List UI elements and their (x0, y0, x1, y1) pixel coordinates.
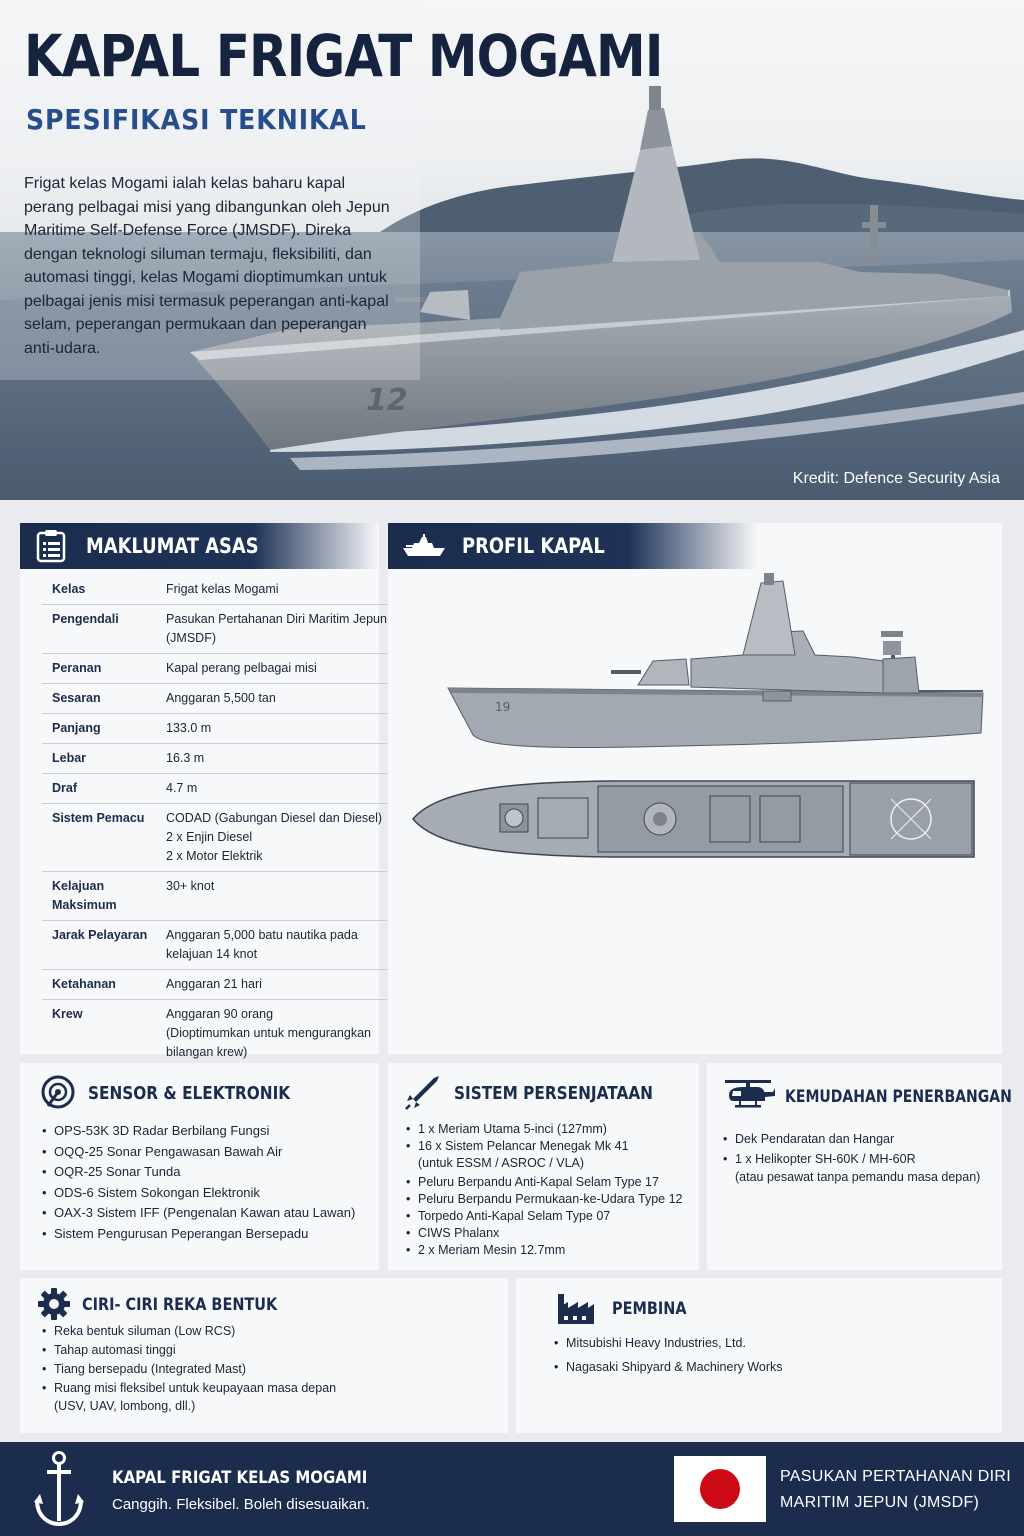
list-item (404, 1208, 694, 1225)
list-item-subtext: (atau pesawat tanpa pemandu masa depan) (735, 1170, 981, 1184)
list-item (404, 1191, 694, 1208)
list-item-text: CIWS Phalanx (418, 1226, 500, 1240)
anchor-icon (34, 1450, 84, 1528)
list-item (40, 1360, 500, 1379)
list-item: • OPS-53K 3D Radar Berbilang Fungsi (40, 1121, 370, 1142)
spec-value: Anggaran 5,000 batu nautika pada kelajuan 14 knot (156, 921, 390, 970)
design-title: CIRI- CIRI REKA BENTUK (82, 1295, 278, 1315)
list-item-text: Peluru Berpandu Anti-Kapal Selam Type 17 (418, 1175, 659, 1189)
hero-banner (0, 0, 1024, 500)
list-item (404, 1138, 694, 1172)
list-item-text: Ruang misi fleksibel untuk keupayaan masa depan (54, 1381, 337, 1395)
list-item (721, 1149, 996, 1186)
spec-value: Pasukan Pertahanan Diri Maritim Jepun (JMSDF) (156, 605, 390, 654)
spec-key: Kelas (42, 575, 156, 605)
japan-flag (674, 1456, 766, 1522)
aviation-list (721, 1129, 996, 1188)
footer-org-line1: PASUKAN PERTAHANAN DIRI (780, 1468, 1011, 1485)
photo-credit: Kredit: Defence Security Asia (792, 470, 1000, 487)
spec-key: Draf (42, 774, 156, 804)
helicopter-icon (721, 1077, 775, 1111)
page-title: KAPAL FRIGAT MOGAMI (24, 22, 663, 90)
spec-value: Anggaran 5,500 tan (156, 684, 390, 714)
list-item-text: Torpedo Anti-Kapal Selam Type 07 (418, 1209, 611, 1223)
footer-title: KAPAL FRIGAT KELAS MOGAMI (112, 1468, 368, 1488)
list-item (404, 1242, 694, 1259)
list-item-subtext: (USV, UAV, lombong, dll.) (54, 1399, 196, 1413)
spec-row (42, 605, 390, 654)
list-item (404, 1225, 694, 1242)
list-item (40, 1322, 500, 1341)
gear-icon (38, 1288, 70, 1320)
list-item: • Nagasaki Shipyard & Machinery Works (552, 1355, 992, 1379)
radar-icon (40, 1074, 76, 1110)
list-item-text: 1 x Helikopter SH-60K / MH-60R (735, 1152, 916, 1166)
ship-side-view (443, 573, 988, 763)
spec-row (42, 744, 390, 774)
spec-key: Panjang (42, 714, 156, 744)
sensors-panel (20, 1063, 379, 1270)
sensors-list (40, 1121, 370, 1244)
ship-profile-title: PROFIL KAPAL (462, 534, 605, 558)
list-item: • ODS-6 Sistem Sokongan Elektronik (40, 1183, 370, 1204)
list-item: • OAX-3 Sistem IFF (Pengenalan Kawan atau Lawan) (40, 1203, 370, 1224)
ship-top-view (410, 778, 980, 860)
flag-sun (700, 1469, 740, 1509)
list-item-text: 2 x Meriam Mesin 12.7mm (418, 1243, 566, 1257)
spec-table (42, 575, 390, 1067)
list-item: • Mitsubishi Heavy Industries, Ltd. (552, 1331, 992, 1355)
footer-org-line2: MARITIM JEPUN (JMSDF) (780, 1494, 980, 1511)
footer (0, 1442, 1024, 1536)
ship-profile-header (388, 523, 758, 569)
list-item: • Sistem Pengurusan Peperangan Bersepadu (40, 1224, 370, 1245)
builder-title: PEMBINA (612, 1299, 687, 1319)
builder-panel (516, 1278, 1002, 1433)
spec-value: 16.3 m (156, 744, 390, 774)
spec-row (42, 774, 390, 804)
ship-profile-panel (388, 523, 1002, 1054)
spec-row (42, 921, 390, 970)
list-item: • OQR-25 Sonar Tunda (40, 1162, 370, 1183)
weapons-panel (388, 1063, 699, 1270)
spec-row (42, 684, 390, 714)
spec-value: 133.0 m (156, 714, 390, 744)
list-item (721, 1129, 996, 1149)
list-item-subtext: (untuk ESSM / ASROC / VLA) (418, 1156, 585, 1170)
spec-row (42, 1000, 390, 1068)
design-list (40, 1322, 500, 1417)
aviation-title: KEMUDAHAN PENERBANGAN (785, 1087, 1012, 1106)
spec-key: Lebar (42, 744, 156, 774)
intro-paragraph: Frigat kelas Mogami ialah kelas baharu kapal perang pelbagai misi yang dibangunkan oleh Jepun Maritime Self-Defense Force (JMSDF). Direka dengan teknologi siluman termaju, fleksibiliti, dan automasi tinggi, kelas Mogami dioptimumkan untuk pelbagai jenis misi termasuk peperangan anti-kapal selam, peperangan permukaan dan peperangan anti-udara. (24, 175, 390, 357)
basic-info-title: MAKLUMAT ASAS (86, 534, 259, 558)
spec-key: Sesaran (42, 684, 156, 714)
clipboard-icon (36, 529, 66, 563)
basic-info-header (20, 523, 379, 569)
list-item-text: Tahap automasi tinggi (54, 1343, 176, 1357)
spec-value: CODAD (Gabungan Diesel dan Diesel) 2 x Enjin Diesel 2 x Motor Elektrik (156, 804, 390, 872)
design-panel (20, 1278, 508, 1433)
factory-icon (556, 1292, 596, 1324)
list-item (40, 1341, 500, 1360)
aviation-panel (707, 1063, 1012, 1270)
side-hull-number: 19 (495, 700, 511, 714)
spec-key: Jarak Pelayaran (42, 921, 156, 970)
hull-number: 12 (366, 383, 408, 418)
spec-row (42, 970, 390, 1000)
spec-value: Kapal perang pelbagai misi (156, 654, 390, 684)
spec-value: 4.7 m (156, 774, 390, 804)
spec-row (42, 804, 390, 872)
list-item-text: 1 x Meriam Utama 5-inci (127mm) (418, 1122, 607, 1136)
spec-key: Peranan (42, 654, 156, 684)
spec-key: Ketahanan (42, 970, 156, 1000)
spec-row (42, 714, 390, 744)
spec-value: Anggaran 21 hari (156, 970, 390, 1000)
list-item (40, 1379, 500, 1415)
footer-tagline: Canggih. Fleksibel. Boleh disesuaikan. (112, 1496, 370, 1513)
ship-icon (402, 534, 446, 558)
spec-value: Anggaran 90 orang (Dioptimumkan untuk mengurangkan bilangan krew) (166, 1007, 371, 1059)
builder-list (552, 1331, 992, 1379)
list-item (404, 1174, 694, 1191)
weapons-title: SISTEM PERSENJATAAN (454, 1083, 653, 1104)
spec-value: 30+ knot (156, 872, 390, 921)
spec-key: Pengendali (42, 605, 156, 654)
sensors-title: SENSOR & ELEKTRONIK (88, 1083, 291, 1104)
weapons-list (404, 1121, 694, 1259)
spec-row (42, 654, 390, 684)
list-item-text: Reka bentuk siluman (Low RCS) (54, 1324, 236, 1338)
basic-info-panel (20, 523, 387, 1059)
page-subtitle: SPESIFIKASI TEKNIKAL (26, 103, 367, 136)
list-item (404, 1121, 694, 1138)
spec-key: Krew (52, 1007, 83, 1021)
spec-key: Kelajuan Maksimum (42, 872, 156, 921)
list-item-text: Peluru Berpandu Permukaan-ke-Udara Type 12 (418, 1192, 683, 1206)
missile-icon (404, 1075, 440, 1111)
list-item-text: Tiang bersepadu (Integrated Mast) (54, 1362, 247, 1376)
spec-row (42, 872, 390, 921)
list-item-text: 16 x Sistem Pelancar Menegak Mk 41 (418, 1139, 629, 1153)
spec-row (42, 575, 390, 605)
list-item: • OQQ-25 Sonar Pengawasan Bawah Air (40, 1142, 370, 1163)
spec-value: Frigat kelas Mogami (156, 575, 390, 605)
list-item-text: Dek Pendaratan dan Hangar (735, 1132, 895, 1146)
spec-key: Sistem Pemacu (42, 804, 156, 872)
